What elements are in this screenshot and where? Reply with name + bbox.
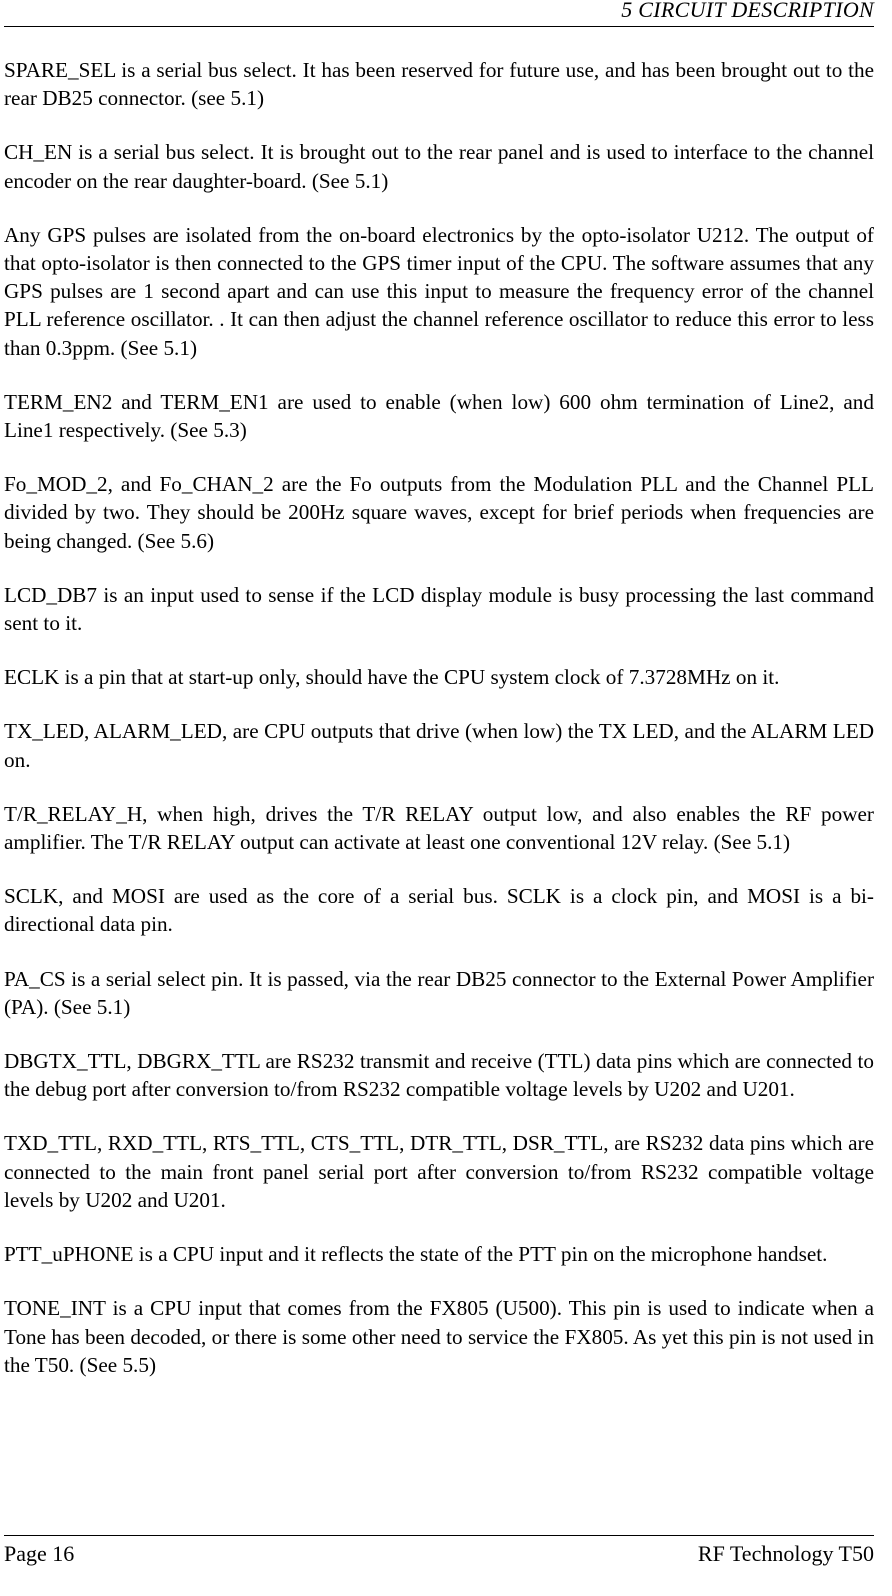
page-footer [4, 1535, 874, 1572]
document-page [4, 0, 874, 1596]
paragraph-ch-en: CH_EN is a serial bus select. It is brought out to the rear panel and is used to interface to the channel encoder on the rear daughter-board. (See 5.1) [4, 140, 874, 193]
paragraph-txd-ttl: TXD_TTL, RXD_TTL, RTS_TTL, CTS_TTL, DTR_TTL, DSR_TTL, are RS232 data pins which are connected to the main front panel serial port after conversion to/from RS232 compatible voltage levels by U202 and U201. [4, 1131, 874, 1212]
paragraph-pa-cs: PA_CS is a serial select pin. It is passed, via the rear DB25 connector to the External Power Amplifier (PA). (See 5.1) [4, 966, 874, 1019]
page-body [4, 56, 874, 1405]
paragraph-tone-int: TONE_INT is a CPU input that comes from the FX805 (U500). This pin is used to indicate when a Tone has been decoded, or there is some other need to service the FX805. As yet this pin is not used in the T50. (See 5.5) [4, 1296, 874, 1377]
paragraph-gps-pulses: Any GPS pulses are isolated from the on-board electronics by the opto-isolator U212. The output of that opto-isolator is then connected to the GPS timer input of the CPU. The software assumes that any GPS pulses are 1 second apart and can use this input to measure the frequency error of the channel PLL reference oscillator. . It can then adjust the channel reference oscillator to reduce this error to less than 0.3ppm. (See 5.1) [4, 222, 874, 360]
paragraph-spare-sel: SPARE_SEL is a serial bus select. It has been reserved for future use, and has been brought out to the rear DB25 connector. (see 5.1) [4, 58, 874, 111]
document-title: RF Technology T50 [697, 1541, 874, 1566]
paragraph-eclk: ECLK is a pin that at start-up only, should have the CPU system clock of 7.3728MHz on it. [4, 665, 780, 690]
paragraph-tr-relay: T/R_RELAY_H, when high, drives the T/R RELAY output low, and also enables the RF power amplifier. The T/R RELAY output can activate at least one conventional 12V relay. (See 5.1) [4, 801, 874, 855]
section-title: 5 CIRCUIT DESCRIPTION [621, 0, 874, 22]
paragraph-fo-mod: Fo_MOD_2, and Fo_CHAN_2 are the Fo outputs from the Modulation PLL and the Channel PLL divided by two. They should be 200Hz square waves, except for brief periods when frequencies are being changed. (See 5.6) [4, 472, 874, 553]
paragraph-sclk-mosi: SCLK, and MOSI are used as the core of a serial bus. SCLK is a clock pin, and MOSI is a bi-directional data pin. [4, 884, 874, 937]
paragraph-tx-led: TX_LED, ALARM_LED, are CPU outputs that drive (when low) the TX LED, and the ALARM LED on. [4, 719, 874, 772]
page-number: Page 16 [4, 1541, 75, 1566]
paragraph-term-en: TERM_EN2 and TERM_EN1 are used to enable (when low) 600 ohm termination of Line2, and Line1 respectively. (See 5.3) [4, 389, 874, 443]
paragraph-ptt-uphone: PTT_uPHONE is a CPU input and it reflects the state of the PTT pin on the microphone handset. [4, 1242, 828, 1267]
paragraph-dbgtx: DBGTX_TTL, DBGRX_TTL are RS232 transmit and receive (TTL) data pins which are connected to the debug port after conversion to/from RS232 compatible voltage levels by U202 and U201. [4, 1049, 874, 1102]
page-header [4, 0, 874, 27]
paragraph-lcd-db7: LCD_DB7 is an input used to sense if the LCD display module is busy processing the last command sent to it. [4, 582, 874, 636]
